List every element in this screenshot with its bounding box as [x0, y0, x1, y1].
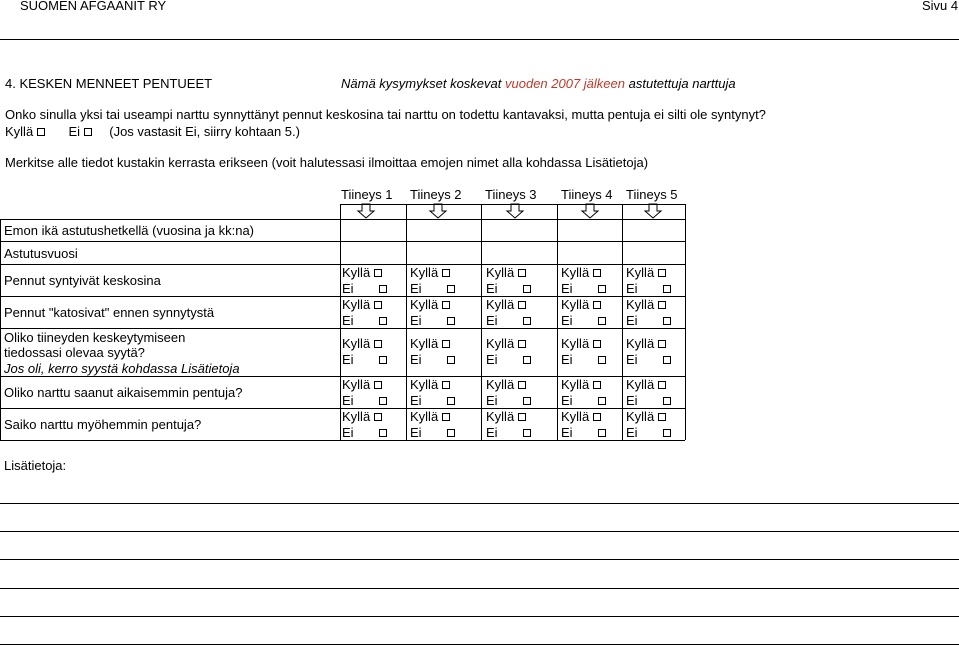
checkbox-icon[interactable]	[593, 413, 601, 421]
later-litters-t2-yes-option[interactable]: Kyllä	[410, 409, 450, 424]
investigated-t2-yes-option[interactable]: Kyllä	[410, 336, 450, 351]
investigated-t2-no-option[interactable]: Ei	[410, 352, 455, 367]
checkbox-icon[interactable]	[379, 317, 387, 325]
organization-name: SUOMEN AFGAANIT RY	[20, 0, 167, 13]
investigated-t5-no-option[interactable]: Ei	[626, 352, 671, 367]
checkbox-icon[interactable]	[442, 381, 450, 389]
down-arrow-icon	[580, 203, 600, 219]
section-title: 4. KESKEN MENNEET PENTUEET	[5, 76, 213, 91]
vanished-t3-no-option[interactable]: Ei	[486, 313, 531, 328]
later-litters-t3-no-option[interactable]: Ei	[486, 425, 531, 440]
later-litters-t2-no-option[interactable]: Ei	[410, 425, 455, 440]
prior-litters-t4-yes-option[interactable]: Kyllä	[561, 377, 601, 392]
checkbox-icon[interactable]	[374, 301, 382, 309]
premature-t1-yes-option[interactable]: Kyllä	[342, 265, 382, 280]
vanished-t1-no-option[interactable]: Ei	[342, 313, 387, 328]
checkbox-icon[interactable]	[598, 429, 606, 437]
checkbox-icon[interactable]	[379, 285, 387, 293]
checkbox-icon[interactable]	[663, 397, 671, 405]
checkbox-icon[interactable]	[658, 381, 666, 389]
vanished-t2-no-option[interactable]: Ei	[410, 313, 455, 328]
vanished-t3-yes-option[interactable]: Kyllä	[486, 297, 526, 312]
checkbox-icon[interactable]	[518, 301, 526, 309]
column-header-3: Tiineys 3	[485, 187, 537, 202]
checkbox-icon[interactable]	[518, 381, 526, 389]
instruction-text: Merkitse alle tiedot kustakin kerrasta erikseen (voit halutessasi ilmoittaa emojen nimet alla kohdassa Lisätietoja)	[5, 155, 649, 170]
main-question-answers	[5, 124, 300, 139]
investigated-t1-yes-option[interactable]: Kyllä	[342, 336, 382, 351]
row-label-prior-litters: Oliko narttu saanut aikaisemmin pentuja?	[4, 385, 243, 400]
page-number: Sivu 4	[922, 0, 959, 13]
down-arrow-icon	[428, 203, 448, 219]
checkbox-icon[interactable]	[523, 356, 531, 364]
premature-t2-yes-option[interactable]: Kyllä	[410, 265, 450, 280]
checkbox-icon[interactable]	[598, 317, 606, 325]
vanished-t5-yes-option[interactable]: Kyllä	[626, 297, 666, 312]
checkbox-icon[interactable]	[658, 301, 666, 309]
investigated-t5-yes-option[interactable]: Kyllä	[626, 336, 666, 351]
question-hint: (Jos vastasit Ei, siirry kohtaan 5.)	[109, 124, 300, 139]
checkbox-icon[interactable]	[523, 285, 531, 293]
checkbox-icon[interactable]	[374, 269, 382, 277]
investigated-t1-no-option[interactable]: Ei	[342, 352, 387, 367]
checkbox-icon[interactable]	[379, 356, 387, 364]
checkbox-icon[interactable]	[663, 356, 671, 364]
checkbox-icon[interactable]	[447, 397, 455, 405]
checkbox-icon[interactable]	[663, 429, 671, 437]
later-litters-t5-yes-option[interactable]: Kyllä	[626, 409, 666, 424]
column-header-4: Tiineys 4	[561, 187, 613, 202]
checkbox-icon[interactable]	[447, 356, 455, 364]
prior-litters-t2-no-option[interactable]: Ei	[410, 393, 455, 408]
checkbox-icon[interactable]	[593, 381, 601, 389]
checkbox-icon[interactable]	[379, 429, 387, 437]
later-litters-t4-yes-option[interactable]: Kyllä	[561, 409, 601, 424]
section-note-highlight: vuoden 2007 jälkeen	[505, 76, 625, 91]
checkbox-icon[interactable]	[447, 285, 455, 293]
checkbox-icon[interactable]	[593, 269, 601, 277]
prior-litters-t1-yes-option[interactable]: Kyllä	[342, 377, 382, 392]
checkbox-icon[interactable]	[374, 413, 382, 421]
premature-t5-no-option[interactable]: Ei	[626, 281, 671, 296]
checkbox-icon[interactable]	[658, 413, 666, 421]
checkbox-icon[interactable]	[663, 317, 671, 325]
prior-litters-t5-yes-option[interactable]: Kyllä	[626, 377, 666, 392]
checkbox-icon[interactable]	[442, 301, 450, 309]
checkbox-icon[interactable]	[658, 340, 666, 348]
column-header-2: Tiineys 2	[410, 187, 462, 202]
checkbox-icon[interactable]	[658, 269, 666, 277]
checkbox-icon[interactable]	[663, 285, 671, 293]
premature-t3-yes-option[interactable]: Kyllä	[486, 265, 526, 280]
prior-litters-t3-yes-option[interactable]: Kyllä	[486, 377, 526, 392]
vanished-t2-yes-option[interactable]: Kyllä	[410, 297, 450, 312]
extra-info-label: Lisätietoja:	[4, 458, 67, 473]
checkbox-icon[interactable]	[598, 356, 606, 364]
vanished-t4-no-option[interactable]: Ei	[561, 313, 606, 328]
row-label-investigated-2: tiedossasi olevaa syytä?	[4, 345, 145, 360]
answer-no[interactable]: Ei	[68, 124, 92, 139]
down-arrow-icon	[505, 203, 525, 219]
prior-litters-t2-yes-option[interactable]: Kyllä	[410, 377, 450, 392]
investigated-t3-no-option[interactable]: Ei	[486, 352, 531, 367]
investigated-t3-yes-option[interactable]: Kyllä	[486, 336, 526, 351]
checkbox-icon	[84, 128, 92, 136]
checkbox-icon[interactable]	[518, 269, 526, 277]
checkbox-icon[interactable]	[593, 340, 601, 348]
checkbox-icon[interactable]	[598, 285, 606, 293]
checkbox-icon[interactable]	[523, 397, 531, 405]
premature-t1-no-option[interactable]: Ei	[342, 281, 387, 296]
premature-t3-no-option[interactable]: Ei	[486, 281, 531, 296]
checkbox-icon[interactable]	[442, 413, 450, 421]
row-label-later-litters: Saiko narttu myöhemmin pentuja?	[4, 417, 202, 432]
checkbox-icon[interactable]	[374, 340, 382, 348]
main-question: Onko sinulla yksi tai useampi narttu synnyttänyt pennut keskosina tai narttu on todettu kantavaksi, mutta pentuja ei silti ole syntynyt?	[5, 107, 766, 122]
row-label-vanished: Pennut "katosivat" ennen synnytystä	[4, 305, 215, 320]
section-note: Nämä kysymykset koskevat vuoden 2007 jälkeen astutettuja narttuja	[341, 76, 736, 91]
later-litters-t1-yes-option[interactable]: Kyllä	[342, 409, 382, 424]
later-litters-t3-yes-option[interactable]: Kyllä	[486, 409, 526, 424]
premature-t4-no-option[interactable]: Ei	[561, 281, 606, 296]
premature-t5-yes-option[interactable]: Kyllä	[626, 265, 666, 280]
investigated-t4-yes-option[interactable]: Kyllä	[561, 336, 601, 351]
checkbox-icon[interactable]	[442, 269, 450, 277]
prior-litters-t1-no-option[interactable]: Ei	[342, 393, 387, 408]
vanished-t4-yes-option[interactable]: Kyllä	[561, 297, 601, 312]
prior-litters-t5-no-option[interactable]: Ei	[626, 393, 671, 408]
vanished-t5-no-option[interactable]: Ei	[626, 313, 671, 328]
premature-t4-yes-option[interactable]: Kyllä	[561, 265, 601, 280]
checkbox-icon[interactable]	[598, 397, 606, 405]
row-label-dam-age: Emon ikä astutushetkellä (vuosina ja kk:na)	[4, 223, 255, 238]
row-label-premature: Pennut syntyivät keskosina	[4, 273, 161, 288]
header-divider	[0, 39, 959, 40]
vanished-t1-yes-option[interactable]: Kyllä	[342, 297, 382, 312]
checkbox-icon[interactable]	[379, 397, 387, 405]
checkbox-icon[interactable]	[447, 429, 455, 437]
checkbox-icon[interactable]	[523, 429, 531, 437]
row-label-investigated: Oliko tiineyden keskeytymiseen	[4, 330, 186, 345]
checkbox-icon[interactable]	[518, 413, 526, 421]
later-litters-t5-no-option[interactable]: Ei	[626, 425, 671, 440]
row-label-investigated-note: Jos oli, kerro syystä kohdassa Lisätietoja	[4, 361, 240, 376]
checkbox-icon[interactable]	[593, 301, 601, 309]
later-litters-t4-no-option[interactable]: Ei	[561, 425, 606, 440]
row-label-year: Astutusvuosi	[4, 246, 78, 261]
checkbox-icon[interactable]	[442, 340, 450, 348]
down-arrow-icon	[356, 203, 376, 219]
checkbox-icon	[37, 128, 45, 136]
later-litters-t1-no-option[interactable]: Ei	[342, 425, 387, 440]
column-header-1: Tiineys 1	[341, 187, 393, 202]
down-arrow-icon	[643, 203, 663, 219]
checkbox-icon[interactable]	[447, 317, 455, 325]
answer-yes[interactable]: Kyllä	[5, 124, 45, 139]
checkbox-icon[interactable]	[518, 340, 526, 348]
prior-litters-t4-no-option[interactable]: Ei	[561, 393, 606, 408]
column-header-5: Tiineys 5	[626, 187, 678, 202]
premature-t2-no-option[interactable]: Ei	[410, 281, 455, 296]
checkbox-icon[interactable]	[374, 381, 382, 389]
checkbox-icon[interactable]	[523, 317, 531, 325]
prior-litters-t3-no-option[interactable]: Ei	[486, 393, 531, 408]
investigated-t4-no-option[interactable]: Ei	[561, 352, 606, 367]
